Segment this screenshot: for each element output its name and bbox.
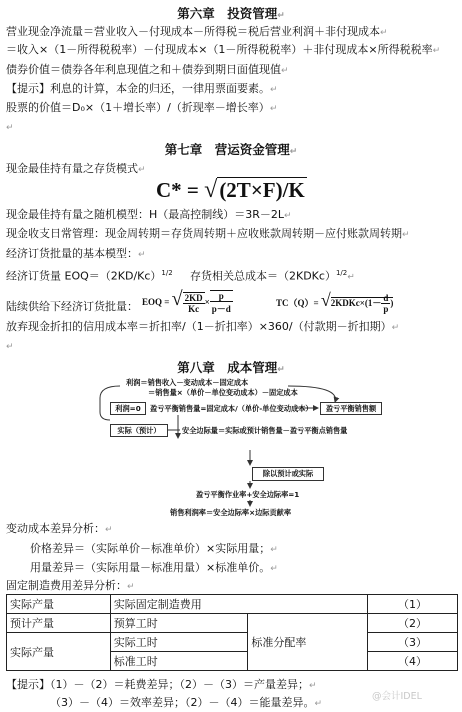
fixed-overhead-title: 固定制造费用差异分析：↵	[6, 579, 135, 592]
profit-equation-2: ＝销售量×（单价－单位变动成本）－固定成本	[148, 388, 298, 397]
chapter6-title: 第六章 投资管理↵	[177, 6, 285, 21]
table-row	[7, 595, 458, 614]
table-cell: 标准分配率	[248, 614, 368, 671]
table-cell: （1）	[368, 595, 458, 614]
profit-equation-1: 利润＝销售收入－变动成本－固定成本	[126, 378, 249, 387]
table-cell: 实际产量	[7, 633, 111, 671]
tc-continuous-formula: TC（Q）= √2KDKc×(1－ $\frac{d}{p}$ )	[276, 290, 394, 315]
profit-zero-box: 利润=0	[110, 402, 146, 415]
rate-sum-formula: 盈亏平衡作业率+安全边际率=1	[196, 490, 300, 499]
operating-cash-flow-line1: 营业现金净流量＝营业收入－付现成本－所得税＝税后营业利润＋非付现成本↵	[6, 25, 388, 38]
table-cell: （3）	[368, 633, 458, 652]
divide-box: 除以预计或实际	[252, 467, 324, 481]
operating-cash-flow-line2: ＝收入×（1－所得税税率）－付现成本×（1－所得税税率）＋非付现成本×所得税税率↵	[6, 43, 441, 56]
table-cell: 预计产量	[7, 614, 111, 633]
cash-discount-cost-line: 放弃现金折扣的信用成本率＝折扣率/（1－折扣率）×360/（付款期－折扣期）↵	[6, 320, 400, 333]
total-cost-line: 存货相关总成本＝（2KDKc）$^{1/2}$↵	[190, 269, 355, 283]
random-model-line: 现金最佳持有量之随机模型：H（最高控制线）＝3R－2L↵	[6, 208, 292, 221]
table-cell: （4）	[368, 652, 458, 671]
price-variance-line: 价格差异＝（实际单价－标准单价）×实际用量；↵	[30, 542, 278, 555]
cstar-formula: C* = √(2T×F)/K	[156, 177, 305, 203]
watermark: @会计IDEL	[372, 691, 422, 702]
eoq-line: 经济订货量 $EOQ=(2KD/Kc)^{1/2}$	[6, 269, 173, 283]
actual-expected-box: 实际（预计）	[110, 424, 168, 437]
cash-inventory-model-label: 现金最佳持有量之存货模式↵	[6, 162, 146, 175]
table-cell: 实际工时	[110, 633, 248, 652]
breakeven-sales-box: 盈亏平衡销售额	[320, 402, 382, 415]
fixed-overhead-table	[6, 594, 458, 671]
continuous-supply-label: 陆续供给下经济订货批量：	[6, 300, 138, 313]
empty-paragraph: ↵	[6, 123, 14, 133]
bond-value-line: 债券价值＝债券各年利息现值之和＋债券到期日面值现值↵	[6, 63, 289, 76]
table-cell: 预算工时	[110, 614, 248, 633]
variance-analysis-title: 变动成本差异分析：↵	[6, 522, 113, 535]
margin-of-safety-formula: 安全边际量＝实际或预计销售量－盈亏平衡点销售量	[182, 426, 348, 435]
table-row	[7, 614, 458, 633]
table-cell: 实际固定制造费用	[110, 595, 367, 614]
tip-interest-line: 【提示】利息的计算，本金的归还，一律用票面要素。↵	[6, 82, 278, 95]
cash-cycle-line: 现金收支日常管理：现金周转期＝存货周转期＋应收账款周转期－应付账款周转期↵	[6, 227, 410, 240]
profit-rate-formula: 销售利润率＝安全边际率×边际贡献率	[170, 508, 292, 517]
variance-tip-line2: （3）－（4）＝效率差异；（2）－（4）＝能量差异。↵	[50, 696, 323, 709]
variance-tip-line1: 【提示】（1）－（2）＝耗费差异；（2）－（3）＝产量差异；↵	[6, 678, 317, 691]
eoq-basic-model-label: 经济订货批量的基本模型：↵	[6, 247, 146, 260]
table-row	[7, 633, 458, 652]
eoq-continuous-formula: EOQ = √ $\frac{2KD}{Kc}$ × $\frac{p}{p-d}$	[142, 288, 231, 315]
table-cell: 标准工时	[110, 652, 248, 671]
empty-paragraph-2: ↵	[6, 342, 14, 352]
table-cell: （2）	[368, 614, 458, 633]
stock-value-line: 股票的价值＝D₀×（1＋增长率）/（折现率－增长率）↵	[6, 101, 278, 114]
table-cell: 实际产量	[7, 595, 111, 614]
chapter8-title: 第八章 成本管理↵	[177, 360, 285, 375]
breakeven-quantity-formula: 盈亏平衡销售量=固定成本/（单价-单位变动成本）	[150, 404, 313, 413]
chapter7-title: 第七章 营运资金管理↵	[164, 142, 298, 157]
quantity-variance-line: 用量差异＝（实际用量－标准用量）×标准单价。↵	[30, 561, 278, 574]
